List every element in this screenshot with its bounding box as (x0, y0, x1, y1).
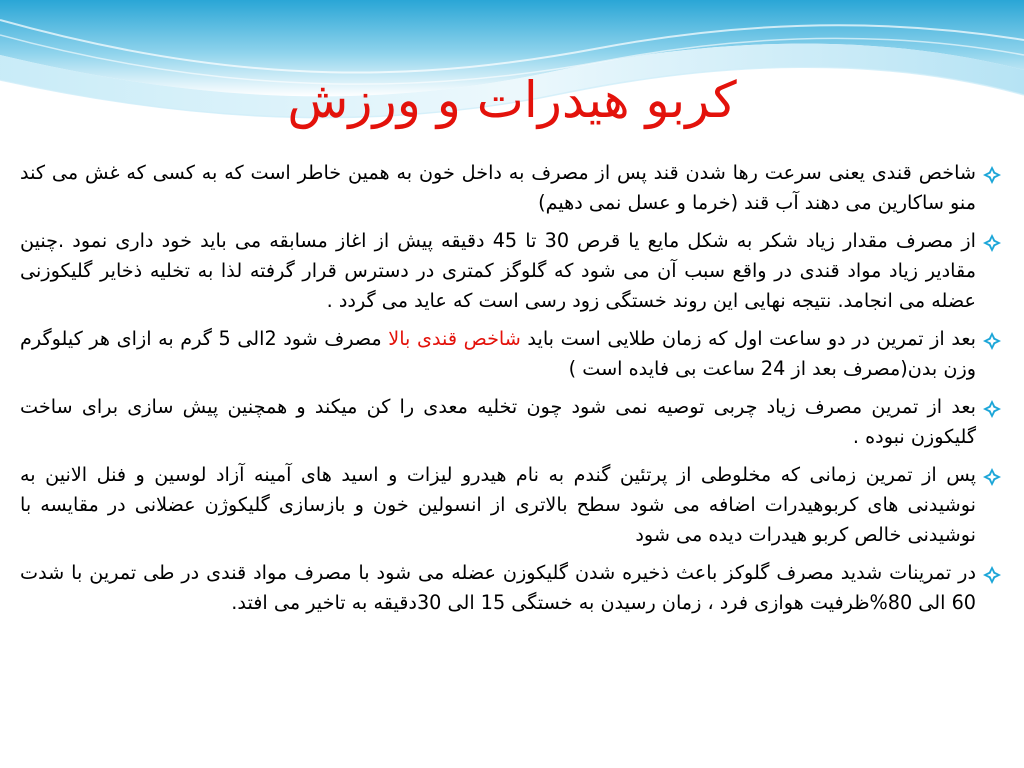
bullet-item (20, 558, 1002, 618)
diamond-bullet-icon (982, 467, 1002, 487)
highlighted-term: شاخص قندی بالا (388, 327, 521, 350)
bullet-text: در تمرینات شدید مصرف گلوکز باعث ذخیره شدن گلیکوزن عضله می شود با مصرف مواد قندی در طی تمرین با شدت 60 الی 80%ظرفیت هوازی فرد ، زمان رسیدن به خستگی 15 الی 30دقیقه به تاخیر می افتد. (20, 561, 976, 614)
bullet-text: از مصرف مقدار زیاد شکر به شکل مایع یا قرص 30 تا 45 دقیقه پیش از اغاز مسابقه می باید خود داری نمود .چنین مقادیر زیاد مواد قندی در واقع سبب آن می شود که گلوگز کمتری در دسترس قرار گرفته لذا به تخلیه ذخایر گلیکوزنی عضله می انجامد. نتیجه نهایی این روند خستگی زود رسی است که عاید می گردد . (20, 229, 977, 312)
bullet-list (20, 158, 1002, 626)
bullet-item (20, 324, 1002, 384)
diamond-bullet-icon (982, 331, 1002, 351)
diamond-bullet-icon (982, 165, 1002, 185)
bullet-text: شاخص قندی یعنی سرعت رها شدن قند پس از مصرف به داخل خون به همین خاطر است که به کسی که غش می کند منو ساکارین می دهند آب قند (خرما و عسل نمی دهیم) (20, 161, 976, 214)
bullet-item (20, 226, 1002, 316)
bullet-text: مصرف شود 2الی 5 گرم به ازای هر کیلوگرم وزن بدن(مصرف بعد از 24 ساعت بی فایده است ) (20, 327, 976, 380)
diamond-bullet-icon (982, 565, 1002, 585)
diamond-bullet-icon (982, 233, 1002, 253)
bullet-item (20, 158, 1002, 218)
bullet-text: بعد از تمرین در دو ساعت اول که زمان طلایی است باید (520, 327, 976, 350)
slide-title: کربو هیدرات و ورزش (287, 71, 737, 129)
bullet-text: بعد از تمرین مصرف زیاد چربی توصیه نمی شود چون تخلیه معدی را کن میکند و همچنین پیش سازی برای ساخت گلیکوزن نبوده . (20, 395, 976, 448)
bullet-text: پس از تمرین زمانی که مخلوطی از پرتئین گندم به نام هیدرو لیزات و اسید های آمینه آزاد لوسین و فنل الانین به نوشیدنی های کربوهیدرات اضافه می شود سطح بالاتری از انسولین خون و بازسازی گلیکوژن عضلانی در مقایسه با نوشیدنی خالص کربو هیدرات دیده می شود (20, 463, 976, 546)
bullet-item (20, 460, 1002, 550)
diamond-bullet-icon (982, 399, 1002, 419)
bullet-item (20, 392, 1002, 452)
